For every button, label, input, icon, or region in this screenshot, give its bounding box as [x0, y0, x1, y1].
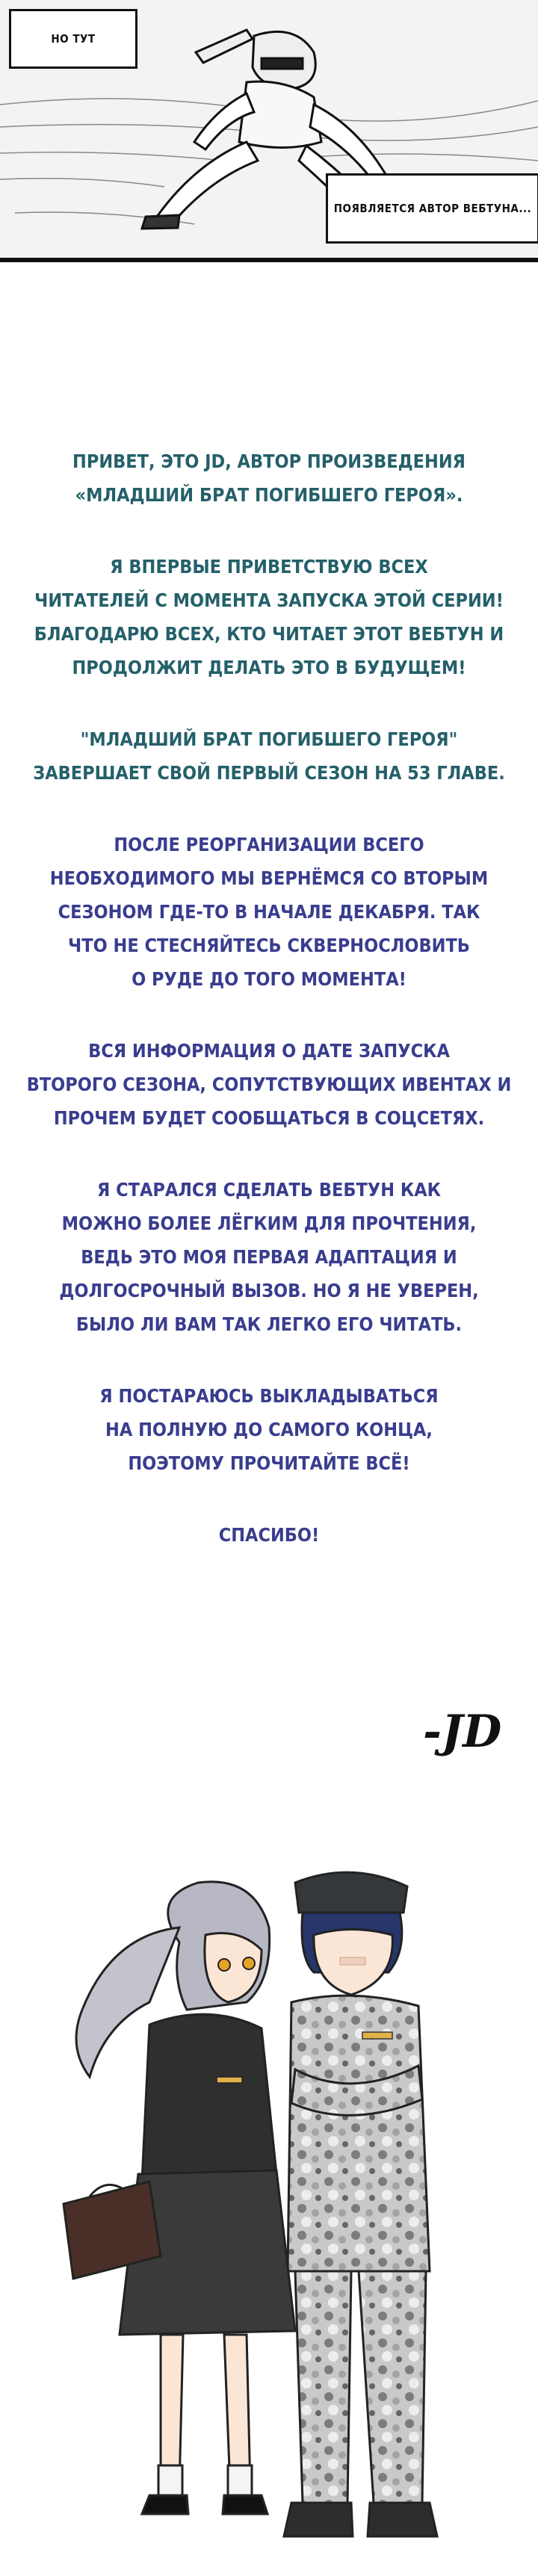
caption-box-bottom: ПОЯВЛЯЕТСЯ АВТОР ВЕБТУНА...: [326, 173, 538, 244]
soldier-illustration: [284, 1872, 437, 2536]
bottom-illustration: [0, 1853, 538, 2576]
caption-box-top: НО ТУТ: [9, 9, 137, 69]
note-paragraph-thanks: Я ВПЕРВЫЕ ПРИВЕТСТВУЮ ВСЕХ ЧИТАТЕЛЕЙ С МОМЕНТА ЗАПУСКА ЭТОЙ СЕРИИ! БЛАГОДАРЮ ВСЕХ, КТО ЧИТАЕТ ЭТОТ ВЕБТУН И ПРОДОЛЖИТ ДЕЛАТЬ ЭТО В БУДУЩЕМ!: [34, 556, 504, 678]
comic-panel: [0, 0, 538, 262]
note-paragraph-greeting: ПРИВЕТ, ЭТО JD, АВТОР ПРОИЗВЕДЕНИЯ «МЛАДШИЙ БРАТ ПОГИБШЕГО ГЕРОЯ».: [72, 451, 466, 506]
note-paragraph-info: ВСЯ ИНФОРМАЦИЯ О ДАТЕ ЗАПУСКА ВТОРОГО СЕЗОНА, СОПУТСТВУЮЩИХ ИВЕНТАХ И ПРОЧЕМ БУДЕТ СООБЩАТЬСЯ В СОЦСЕТЯХ.: [26, 1040, 512, 1129]
note-paragraph-adaptation: Я СТАРАЛСЯ СДЕЛАТЬ ВЕБТУН КАК МОЖНО БОЛЕЕ ЛЁГКИМ ДЛЯ ПРОЧТЕНИЯ, ВЕДЬ ЭТО МОЯ ПЕРВАЯ АДАПТАЦИЯ И ДОЛГОСРОЧНЫЙ ВЫЗОВ. НО Я НЕ УВЕРЕН, БЫЛО ЛИ ВАМ ТАК ЛЕГКО ЕГО ЧИТАТЬ.: [59, 1179, 479, 1335]
note-paragraph-return: ПОСЛЕ РЕОРГАНИЗАЦИИ ВСЕГО НЕОБХОДИМОГО МЫ ВЕРНЁМСЯ СО ВТОРЫМ СЕЗОНОМ ГДЕ-ТО В НАЧАЛЕ ДЕКАБРЯ. ТАК ЧТО НЕ СТЕСНЯЙТЕСЬ СКВЕРНОСЛОВИТЬ О РУДЕ ДО ТОГО МОМЕНТА!: [49, 834, 489, 990]
author-note: [0, 445, 538, 1590]
author-signature: [418, 1696, 523, 1763]
note-paragraph-promise: Я ПОСТАРАЮСЬ ВЫКЛАДЫВАТЬСЯ НА ПОЛНУЮ ДО САМОГО КОНЦА, ПОЭТОМУ ПРОЧИТАЙТЕ ВСЁ!: [99, 1385, 439, 1474]
note-paragraph-season-end: "МЛАДШИЙ БРАТ ПОГИБШЕГО ГЕРОЯ" ЗАВЕРШАЕТ СВОЙ ПЕРВЫЙ СЕЗОН НА 53 ГЛАВЕ.: [33, 728, 505, 784]
note-paragraph-closing: СПАСИБО!: [218, 1524, 320, 1546]
signature-text: -JD: [423, 1706, 502, 1758]
